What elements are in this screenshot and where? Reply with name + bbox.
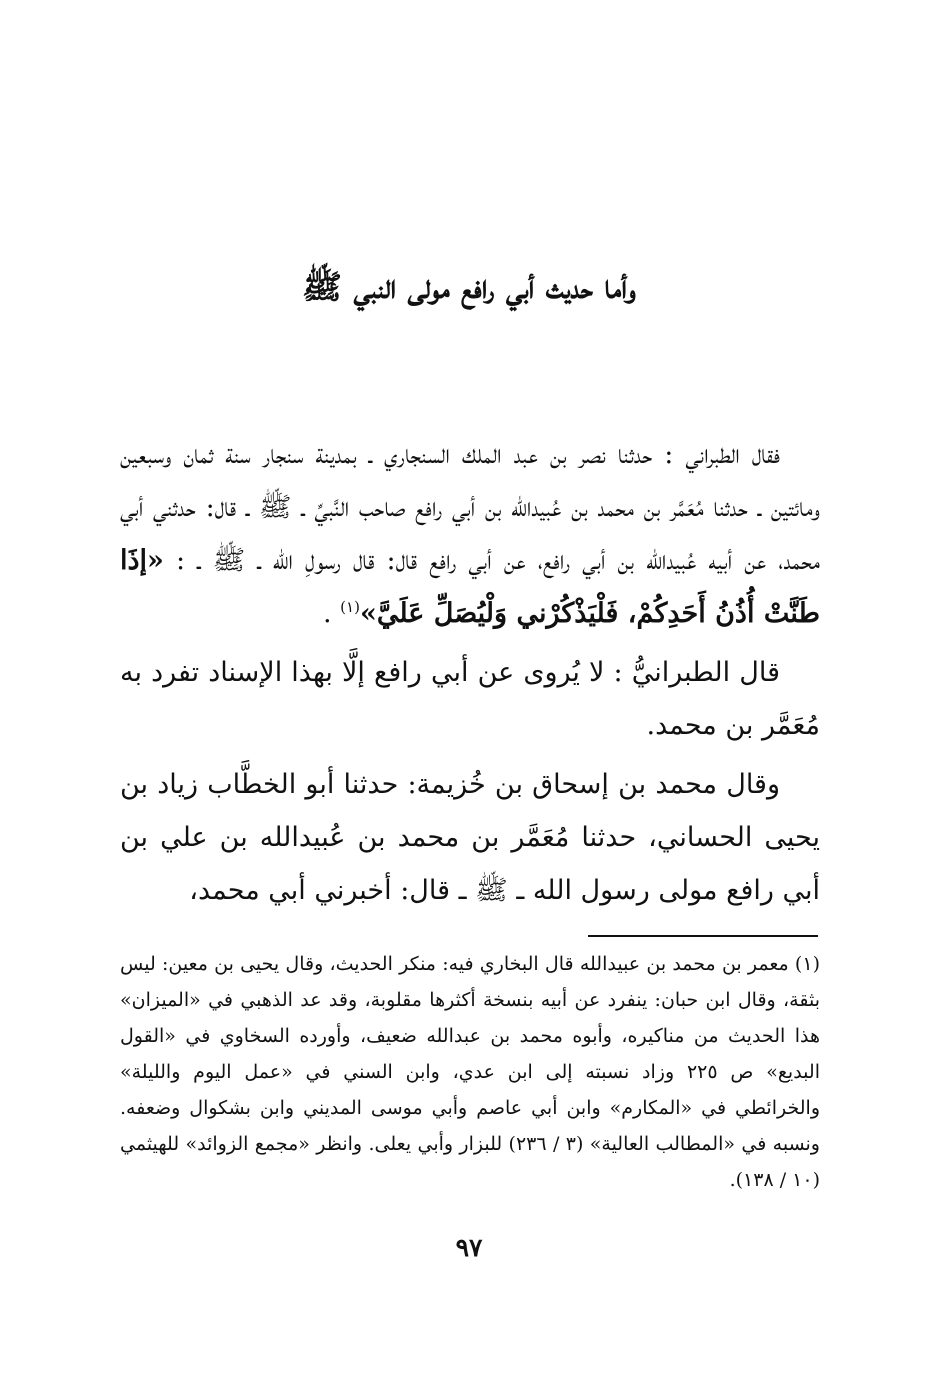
paragraph-khuzaymah: وقال محمد بن إسحاق بن خُزيمة: حدثنا أبو الخطَّاب زياد بن يحيى الحساني، حدثنا مُعَمَّر بن محمد بن عُبيدالله بن علي بن أبي رافع مولى رسول الله ـ ﷺ ـ قال: أخبرني أبي محمد، — [120, 769, 820, 906]
paragraph-isnad — [120, 428, 820, 640]
footnote-marker: (١) — [340, 598, 360, 616]
page-number: ٩٧ — [455, 1233, 483, 1262]
hadith-quote: «إذَا طَنَّتْ أُذُنُ أَحَدِكُمْ، فَلْيَذْكُرْني وَلْيُصَلِّ عَلَيَّ» — [120, 545, 820, 629]
paragraph1-end: . — [323, 598, 341, 629]
footnote-1: (١) معمر بن محمد بن عبيدالله قال البخاري فيه: منكر الحديث، وقال يحيى بن معين: ليس بثقة، وقال ابن حبان: ينفرد عن أبيه بنسخة أكثرها مقلوبة، وقد عد الذهبي في «الميزان» هذا الحديث من مناكيره، وأبوه محمد بن عبدالله ضعيف، وأورده السخاوي في «القول البديع» ص ٢٢٥ وزاد نسبته إلى ابن عدي، وابن السني في «عمل اليوم والليلة» والخرائطي في «المكارم» وابن أبي عاصم وأبي موسى المديني وابن بشكوال وضعفه. ونسبه في «المطالب العالية» (٣ / ٢٣٦) للبزار وأبي يعلى. وانظر «مجمع الزوائد» للهيثمي (١٠ / ١٣٨). — [120, 953, 820, 1191]
paragraph1-text: فقال الطبراني : حدثنا نصر بن عبد الملك السنجاري ـ بمدينة سنجار سنة ثمان وسبعين ومائتين ـ حدثنا مُعَمَّر بن محمد بن عُبيدالله بن أبي رافع صاحب النَّبيِّ ـ ﷺ ـ قال: حدثني أبي محمد، عن أبيه عُبيدالله بن أبي رافع، عن أبي رافع قال: قال رسولِ الله ـ ﷺ ـ : — [120, 439, 820, 576]
main-text — [120, 428, 820, 917]
paragraph-tabarani-note: قال الطبرانيُّ : لا يُروى عن أبي رافع إلَّا بهذا الإسناد تفرد به مُعَمَّر بن محمد. — [120, 657, 820, 741]
footnote-divider — [588, 935, 818, 937]
footnotes — [120, 946, 820, 1198]
section-title: وأما حديث أبي رافع مولى النبي ﷺ — [302, 267, 636, 306]
